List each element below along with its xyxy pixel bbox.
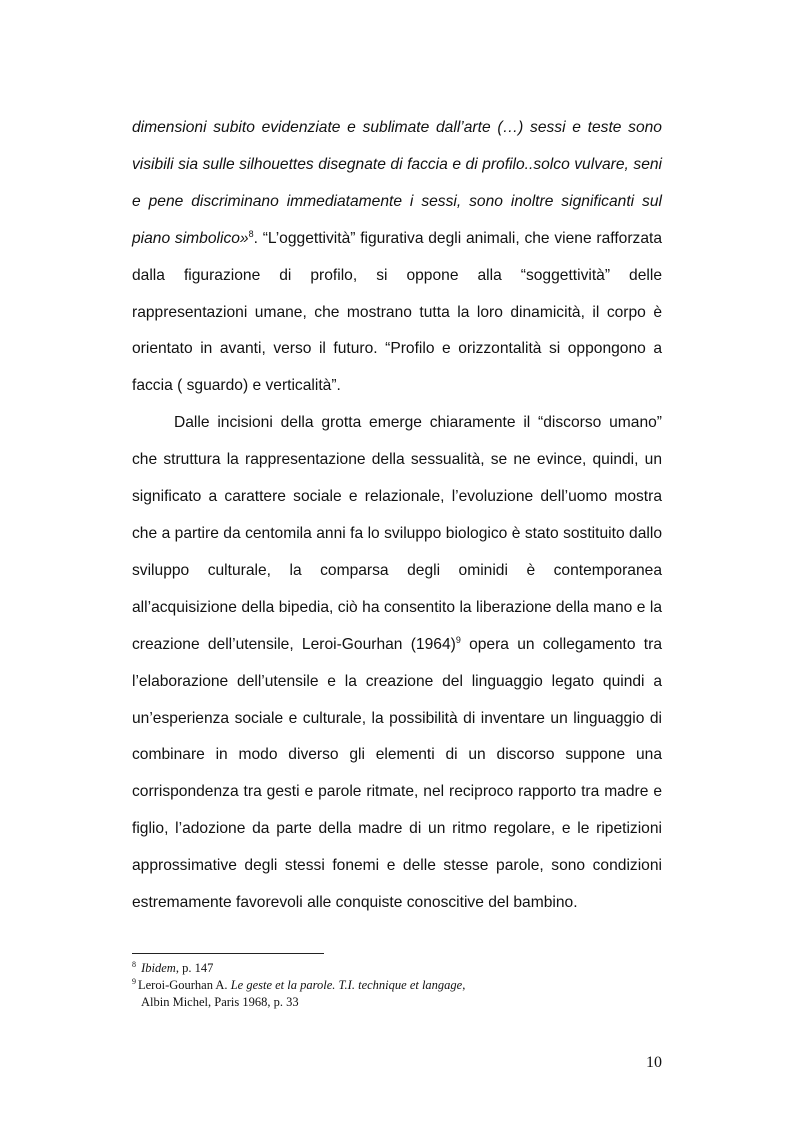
footnote-publisher: Albin Michel, Paris 1968, p. 33 xyxy=(141,995,299,1009)
footnote-title: Le geste et la parole. T.I. technique et langage xyxy=(230,978,463,992)
footnotes xyxy=(132,960,662,1011)
footnote-punct: , xyxy=(462,978,466,992)
footnote-citation: Ibidem xyxy=(141,961,176,975)
footnote-ref-9[interactable]: 9 xyxy=(455,634,461,645)
paragraph-2-text-b: opera un collegamento tra l’elaborazione dell’utensile e la creazione del linguaggio legato quindi a un’esperienza sociale e culturale, la possibilità di inventare un linguaggio di combinare in modo diverso gli elementi di un discorso suppone una corrispondenza tra gesti e parole ritmate, nel reciproco rapporto tra madre e figlio, l’adozione da parte della madre di un ritmo regolare, e le ripetizioni approssimative degli stessi fonemi e delle stesse parole, sono condizioni estremamente favorevoli alle conquiste conoscitive del bambino. xyxy=(132,635,662,912)
quoted-passage: dimensioni subito evidenziate e sublimate dall’arte (…) sessi e teste sono visibili sia sulle silhouettes disegnate di faccia e di profilo..solco vulvare, seni e pene discriminano immediatamente i sessi, sono inoltre significanti sul piano simbolico» xyxy=(132,119,662,247)
footnote-8 xyxy=(132,960,662,977)
paragraph-2-text-a: Dalle incisioni della grotta emerge chiaramente il “discorso umano” che struttura la rappresentazione della sessualità, se ne evince, quindi, un significato a carattere sociale e relazionale, l’evoluzione dell’uomo mostra che a partire da centomila anni fa lo sviluppo biologico è stato sostituito dallo sviluppo culturale, la comparsa degli ominidi è contemporanea all’acquisizione della bipedia, ciò ha consentito la liberazione della mano e la creazione dell’utensile, Leroi-Gourhan (1964) xyxy=(132,414,662,653)
footnote-detail: , p. 147 xyxy=(175,961,214,975)
paragraph-2 xyxy=(132,405,662,922)
body-text xyxy=(132,110,662,922)
paragraph-1 xyxy=(132,110,662,405)
footnote-separator xyxy=(132,953,324,954)
footnote-9 xyxy=(132,977,662,1011)
footnote-number: 8 xyxy=(132,959,136,969)
footnote-ref-8[interactable]: 8 xyxy=(248,228,254,239)
footnote-number: 9 xyxy=(132,976,136,986)
page-number: 10 xyxy=(646,1054,662,1071)
paragraph-1-text: . “L’oggettività” figurativa degli animali, che viene rafforzata dalla figurazione di profilo, si oppone alla “soggettività” delle rappresentazioni umane, che mostrano tutta la loro dinamicità, il corpo è orientato in avanti, verso il futuro. “Profilo e orizzontalità si oppongono a faccia ( sguardo) e verticalità”. xyxy=(132,229,662,395)
footnote-author: Leroi-Gourhan A. xyxy=(138,978,231,992)
